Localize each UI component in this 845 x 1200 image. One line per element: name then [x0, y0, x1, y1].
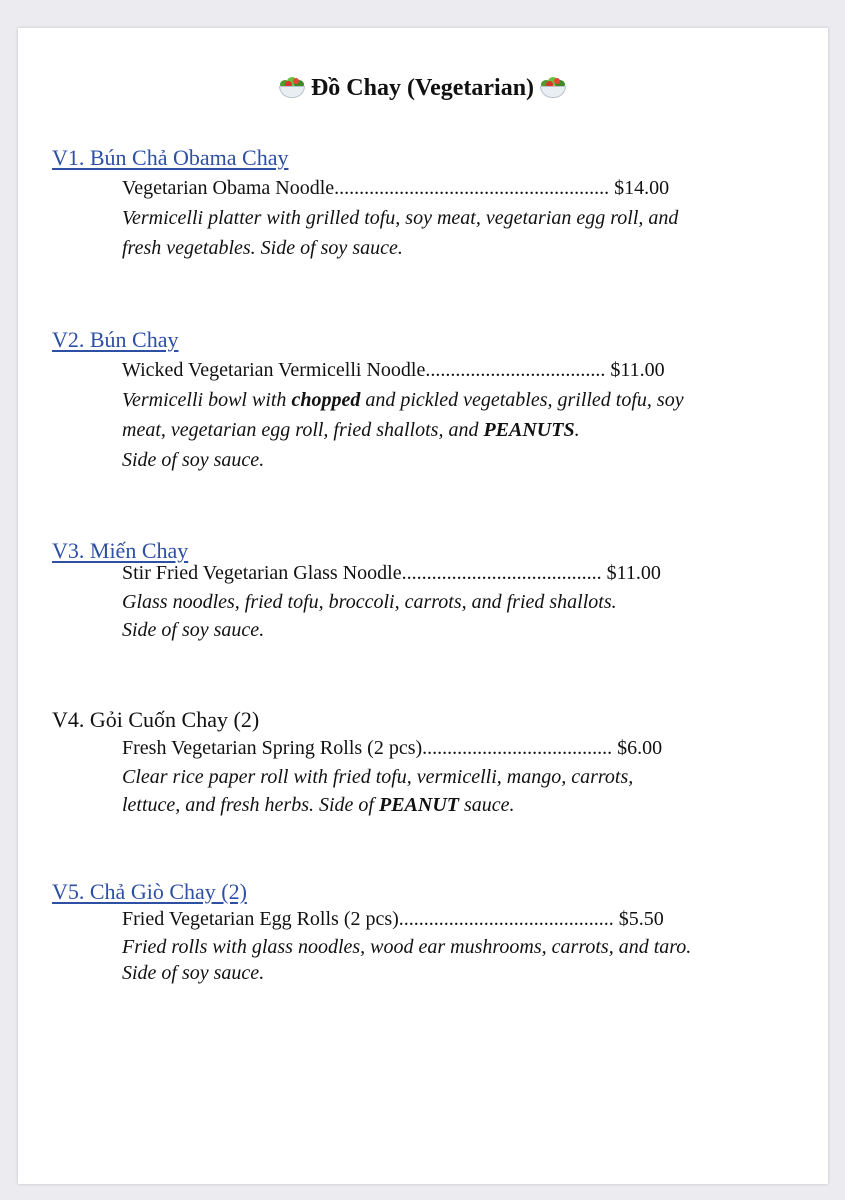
green-salad-icon [277, 76, 307, 98]
menu-item-description: Side of soy sauce. [122, 449, 265, 471]
menu-item-v1 [52, 143, 792, 263]
menu-item-link[interactable]: V3. Miến Chay [52, 538, 189, 563]
menu-item-description: Fried rolls with glass noodles, wood ear mushrooms, carrots, and taro. [122, 936, 692, 958]
menu-item-description: Side of soy sauce. [122, 962, 265, 984]
menu-item-description: lettuce, and fresh herbs. Side of PEANUT sauce. [122, 794, 515, 816]
menu-item-price-line: Vegetarian Obama Noodle....................................................... $14.00 [122, 177, 670, 199]
green-salad-icon [538, 76, 568, 98]
menu-item-name: V4. Gỏi Cuốn Chay (2) [52, 707, 260, 732]
menu-item-v4 [52, 705, 792, 819]
menu-item-v5 [52, 877, 792, 986]
menu-item-description: Vermicelli platter with grilled tofu, soy meat, vegetarian egg roll, and [122, 207, 679, 229]
menu-item-description: Side of soy sauce. [122, 619, 265, 641]
menu-section-title [0, 72, 845, 104]
menu-item-description: Glass noodles, fried tofu, broccoli, carrots, and fried shallots. [122, 591, 617, 613]
menu-item-description: meat, vegetarian egg roll, fried shallots, and PEANUTS. [122, 419, 580, 441]
menu-item-description: fresh vegetables. Side of soy sauce. [122, 237, 403, 259]
menu-item-v3 [52, 536, 792, 644]
menu-item-price-line: Wicked Vegetarian Vermicelli Noodle.................................... $11.00 [122, 359, 665, 381]
menu-item-link[interactable]: V5. Chả Giò Chay (2) [52, 879, 247, 904]
section-title-text: Đồ Chay (Vegetarian) [310, 75, 535, 101]
menu-item-v2 [52, 325, 792, 475]
menu-item-link[interactable]: V1. Bún Chả Obama Chay [52, 145, 289, 170]
menu-item-description: Vermicelli bowl with chopped and pickled vegetables, grilled tofu, soy [122, 389, 684, 411]
menu-item-price-line: Stir Fried Vegetarian Glass Noodle........................................ $11.00 [122, 562, 661, 584]
menu-item-description: Clear rice paper roll with fried tofu, vermicelli, mango, carrots, [122, 766, 634, 788]
menu-item-price-line: Fried Vegetarian Egg Rolls (2 pcs)........................................... $5.50 [122, 908, 664, 930]
menu-item-price-line: Fresh Vegetarian Spring Rolls (2 pcs)...................................... $6.00 [122, 737, 663, 759]
menu-item-link[interactable]: V2. Bún Chay [52, 327, 179, 352]
